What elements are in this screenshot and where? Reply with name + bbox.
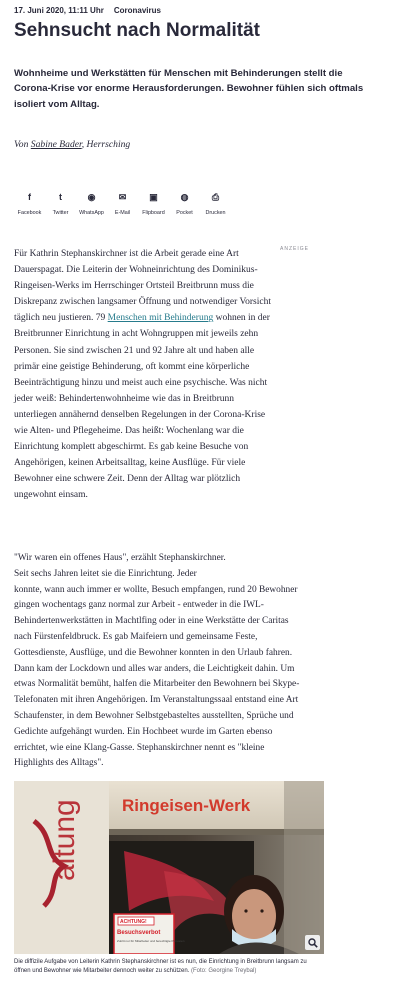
share-whatsapp-button[interactable] [76,191,107,216]
author-prefix: Von [14,139,29,150]
author-line [14,139,130,150]
notice-title: ACHTUNG! [120,919,147,925]
notice-subtitle: Besuchsverbot [117,930,161,936]
photo-door-text: altung [48,799,81,881]
photo-sign-text: Ringeisen-Werk [122,796,251,815]
article-title: Sehnsucht nach Normalität [14,20,260,41]
share-facebook-button[interactable] [14,191,45,216]
share-label: Drucken [205,210,226,216]
share-flipboard-button[interactable] [138,191,169,216]
share-label: WhatsApp [79,210,104,216]
share-label: Facebook [17,210,42,216]
photo-caption [14,958,324,976]
share-email-button[interactable] [107,191,138,216]
paragraph-text: Für Kathrin Stephanskirchner ist die Arbeit gerade eine Art Dauerspagat. Die Leiterin der Wohneinrichtung des Dominikus-Ringeisen-Werks im Herrschinger Ortsteil Breitbrunn muss die Diskrepanz zwischen langsamer Öffnung und notwendiger Vorsicht täglich neu justieren. 79 [14,249,271,324]
article-paragraph-2 [14,551,304,772]
share-label: E-Mail [114,210,131,216]
paragraph-text: wohnen in der Breitbrunner Einrichtung in acht Wohngruppen mit jeweils zehn Personen. Sie sind zwischen 21 und 92 Jahre alt und haben alle primär eine geistige Behinderung, oft kommt eine körperliche Beeinträchtigung hinzu und meist auch eine psychische. Was nicht jeder weiß: Behindertenwohnheime wie das in Breitbrunn unterliegen annähernd denselben Regelungen in der Corona-Krise wie Alten- und Pflegeheime. Das heißt: Wochenlang war die Einrichtung komplett abgeschirmt. Es gab keine Besuche von Angehörigen, keinen Arbeitsalltag, keine Ausflüge. Für viele Bewohner eine schwere Zeit. Denn der Alltag war plötzlich ungewohnt einsam. [14,313,270,501]
flipboard-icon: ▣ [149,191,158,202]
article-meta [14,6,171,15]
author-location: , Herrsching [81,139,131,150]
article-teaser: Wohnheime und Werkstätten für Menschen mit Behinderungen stellt die Corona-Krise vor enorme Herausforderungen. Bewohner fühlen sich oftmals isoliert vom Alltag. [14,68,364,110]
zoom-button[interactable] [305,935,320,950]
whatsapp-icon: ◉ [87,191,96,202]
email-icon: ✉ [118,191,127,202]
category-label[interactable]: Coronavirus [113,6,161,15]
share-twitter-button[interactable] [45,191,76,216]
photo-credit: (Foto: Georgine Treybal) [191,968,257,974]
article-photo[interactable] [14,781,324,954]
paragraph-line: Seit sechs Jahren leitet sie die Einrichtung. Jeder [14,568,197,579]
facebook-icon: f [28,192,31,202]
magnifier-icon [308,938,318,948]
pocket-icon: ◍ [180,191,189,202]
twitter-icon: t [59,192,62,202]
ad-label: ANZEIGE [280,246,309,252]
photo-illustration [14,781,324,954]
share-drucken-button[interactable] [200,191,231,216]
paragraph-text: konnte, wann auch immer er wollte, Besuch empfangen, rund 20 Bewohner gingen wochentags ganz normal zur Arbeit - entweder in die IWL-Behindertenwerkstätten in Machtlfing oder in eine Werkstätte der Caritas nach Fürstenfeldbruck. Es gab Maifeiern und gemeinsame Feste, Gottesdienste, Ausflüge, und die Bewohner konnten in den Urlaub fahren. Dann kam der Lockdown und alles war anders, die Leichtigkeit dahin. Um etwas Normalität bemüht, halfen die Mitarbeiter den Bewohnern bei Skype-Telefonaten mit ihren Angehörigen. Im Veranstaltungssaal entstand eine Art Schaufenster, in dem Bewohner Selbstgebasteltes ausstellten, Sprüche und Gedichte aufgehängt wurden. Ein Hochbeet wurde im Garten ebenso errichtet, wie eine Klang-Gasse. Stephanskirchner nennt es "kleine Highlights des Alltags". [14,584,300,769]
article-paragraph-1 [14,246,276,504]
author-name-link[interactable]: Sabine Bader [30,139,82,150]
share-bar [14,191,231,216]
paragraph-line: "Wir waren ein offenes Haus", erzählt Stephanskirchner. [14,553,226,563]
share-pocket-button[interactable] [169,191,200,216]
notice-body: Zutritt nur für Mitarbeiter und berechtigte Personen [117,939,185,943]
topic-link-menschen-mit-behinderung[interactable]: Menschen mit Behinderung [107,313,214,324]
share-label: Twitter [52,210,69,216]
caption-text: Die diffizile Aufgabe von Leiterin Kathrin Stephanskirchner ist es nun, die Einrichtung in Breitbrunn langsam zu öffnen und Bewohner wie Mitarbeiter dennoch weiter zu schützen. [14,959,307,974]
share-label: Pocket [176,210,193,216]
print-icon: ⎙ [211,191,220,202]
share-label: Flipboard [142,210,165,216]
publish-date: 17. Juni 2020, 11:11 Uhr [14,6,104,15]
